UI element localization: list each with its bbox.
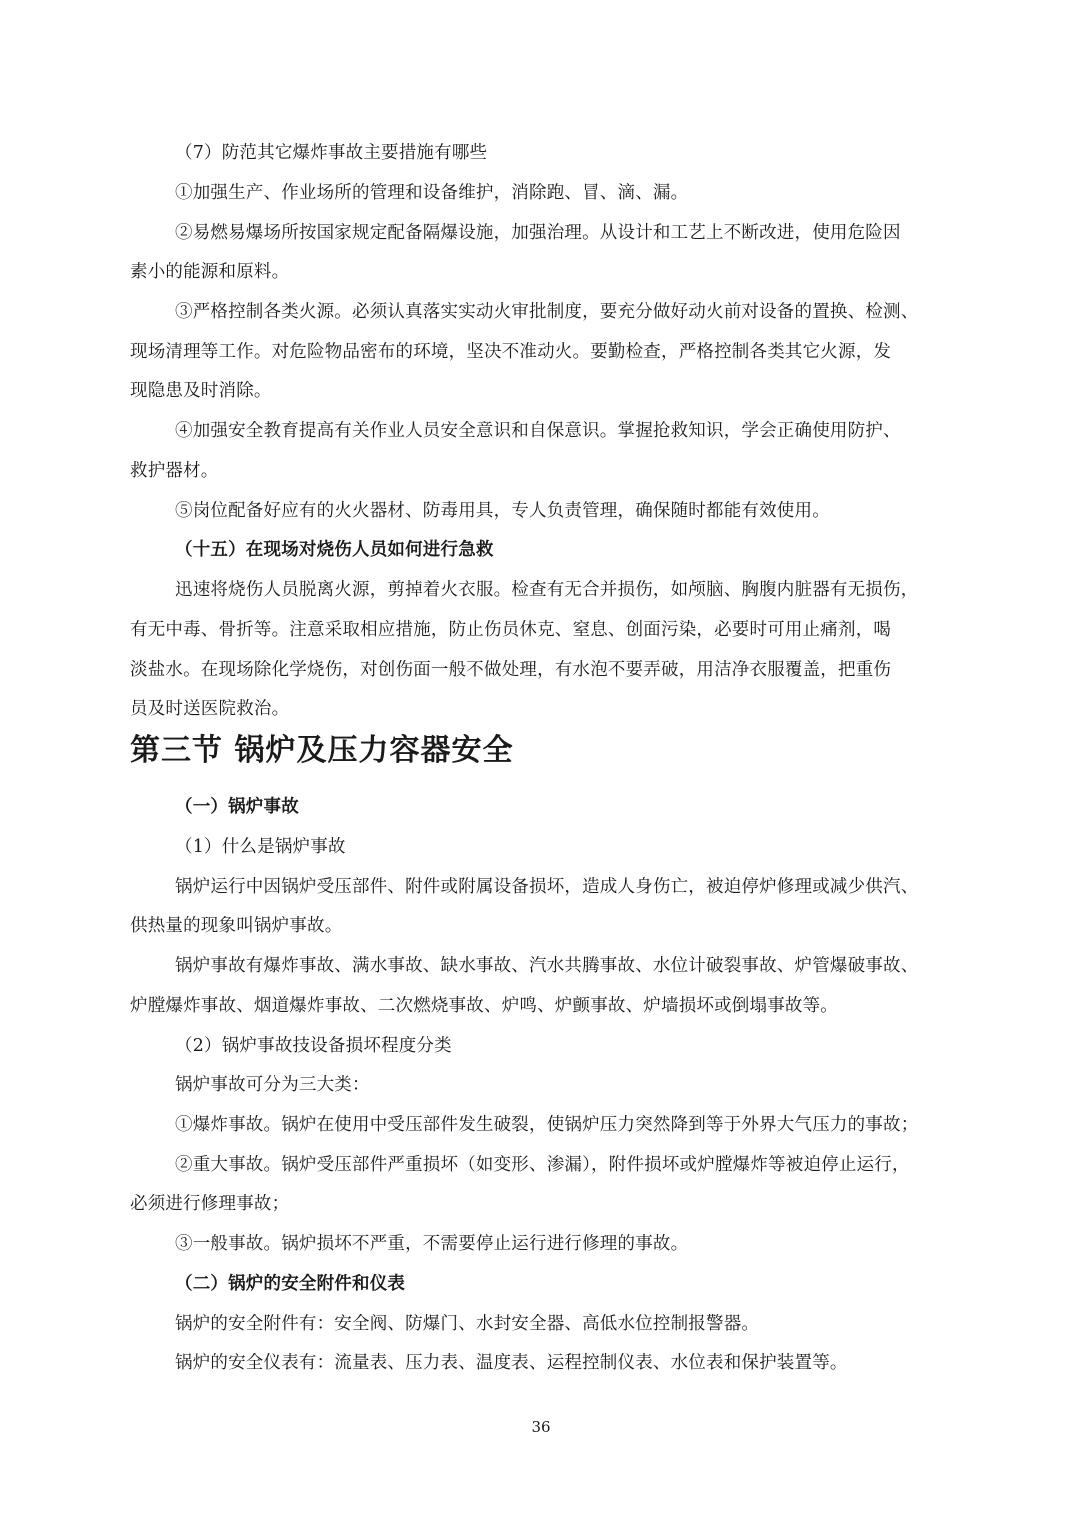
paragraph-line: 员及时送医院救治。 bbox=[130, 699, 290, 719]
paragraph-line: 有无中毒、骨折等。注意采取相应措施，防止伤员休克、窒息、创面污染，必要时可用止痛剂，喝 bbox=[130, 620, 892, 640]
paragraph-line: 现场清理等工作。对危险物品密布的环境，坚决不准动火。要勤检查，严格控制各类其它火源，发 bbox=[130, 342, 892, 362]
heading-burn-first-aid: （十五）在现场对烧伤人员如何进行急救 bbox=[175, 540, 494, 560]
heading-safety-accessories: （二）锅炉的安全附件和仪表 bbox=[175, 1274, 406, 1294]
paragraph-line: 迅速将烧伤人员脱离火源，剪掉着火衣服。检查有无合并损伤，如颅脑、胸腹内脏器有无损伤， bbox=[175, 580, 919, 600]
paragraph-line: 锅炉运行中因锅炉受压部件、附件或附属设备损坏，造成人身伤亡，被迫停炉修理或减少供汽、 bbox=[175, 877, 919, 897]
paragraph-line: ①加强生产、作业场所的管理和设备维护，消除跑、冒、滴、漏。 bbox=[175, 183, 689, 203]
paragraph-line: 现隐患及时消除。 bbox=[130, 381, 272, 401]
paragraph-line: ⑤岗位配备好应有的火火器材、防毒用具，专人负责管理，确保随时都能有效使用。 bbox=[175, 501, 830, 521]
paragraph-line: 锅炉的安全仪表有：流量表、压力表、温度表、运程控制仪表、水位表和保护装置等。 bbox=[175, 1353, 848, 1373]
paragraph-line: ②重大事故。锅炉受压部件严重损坏（如变形、渗漏），附件损坏或炉膛爆炸等被迫停止运行， bbox=[175, 1155, 910, 1175]
paragraph-line: ④加强安全教育提高有关作业人员安全意识和自保意识。掌握抢救知识，学会正确使用防护、 bbox=[175, 421, 901, 441]
paragraph-line: 救护器材。 bbox=[130, 461, 219, 481]
paragraph-line: ②易燃易爆场所按国家规定配备隔爆设施，加强治理。从设计和工艺上不断改进，使用危险因 bbox=[175, 223, 901, 243]
heading-explosion-prevention: （7）防范其它爆炸事故主要措施有哪些 bbox=[175, 143, 488, 163]
heading-boiler-accidents: （一）锅炉事故 bbox=[175, 797, 299, 817]
paragraph-line: ①爆炸事故。锅炉在使用中受压部件发生破裂，使锅炉压力突然降到等于外界大气压力的事故； bbox=[175, 1115, 919, 1135]
paragraph-line: ③严格控制各类火源。必须认真落实实动火审批制度，要充分做好动火前对设备的置换、检测、 bbox=[175, 302, 919, 322]
paragraph-line: 炉膛爆炸事故、烟道爆炸事故、二次燃烧事故、炉鸣、炉颤事故、炉墙损坏或倒塌事故等。 bbox=[130, 996, 838, 1016]
paragraph-line: 供热量的现象叫锅炉事故。 bbox=[130, 916, 343, 936]
paragraph-line: 素小的能源和原料。 bbox=[130, 262, 290, 282]
section-title: 第三节 锅炉及压力容器安全 bbox=[130, 733, 514, 768]
page-number: 36 bbox=[531, 1418, 551, 1436]
paragraph-line: ③一般事故。锅炉损坏不严重，不需要停止运行进行修理的事故。 bbox=[175, 1234, 689, 1254]
paragraph-line: 锅炉的安全附件有：安全阀、防爆门、水封安全器、高低水位控制报警器。 bbox=[175, 1314, 760, 1334]
paragraph-line: 锅炉事故可分为三大类： bbox=[175, 1075, 370, 1095]
paragraph-line: 淡盐水。在现场除化学烧伤，对创伤面一般不做处理，有水泡不要弄破，用洁净衣服覆盖，把重伤 bbox=[130, 660, 892, 680]
heading-what-is-boiler-accident: （1）什么是锅炉事故 bbox=[175, 837, 346, 857]
heading-accident-classification: （2）锅炉事故技设备损坏程度分类 bbox=[175, 1036, 452, 1056]
paragraph-line: 必须进行修理事故； bbox=[130, 1194, 290, 1214]
paragraph-line: 锅炉事故有爆炸事故、满水事故、缺水事故、汽水共腾事故、水位计破裂事故、炉管爆破事故、 bbox=[175, 956, 919, 976]
